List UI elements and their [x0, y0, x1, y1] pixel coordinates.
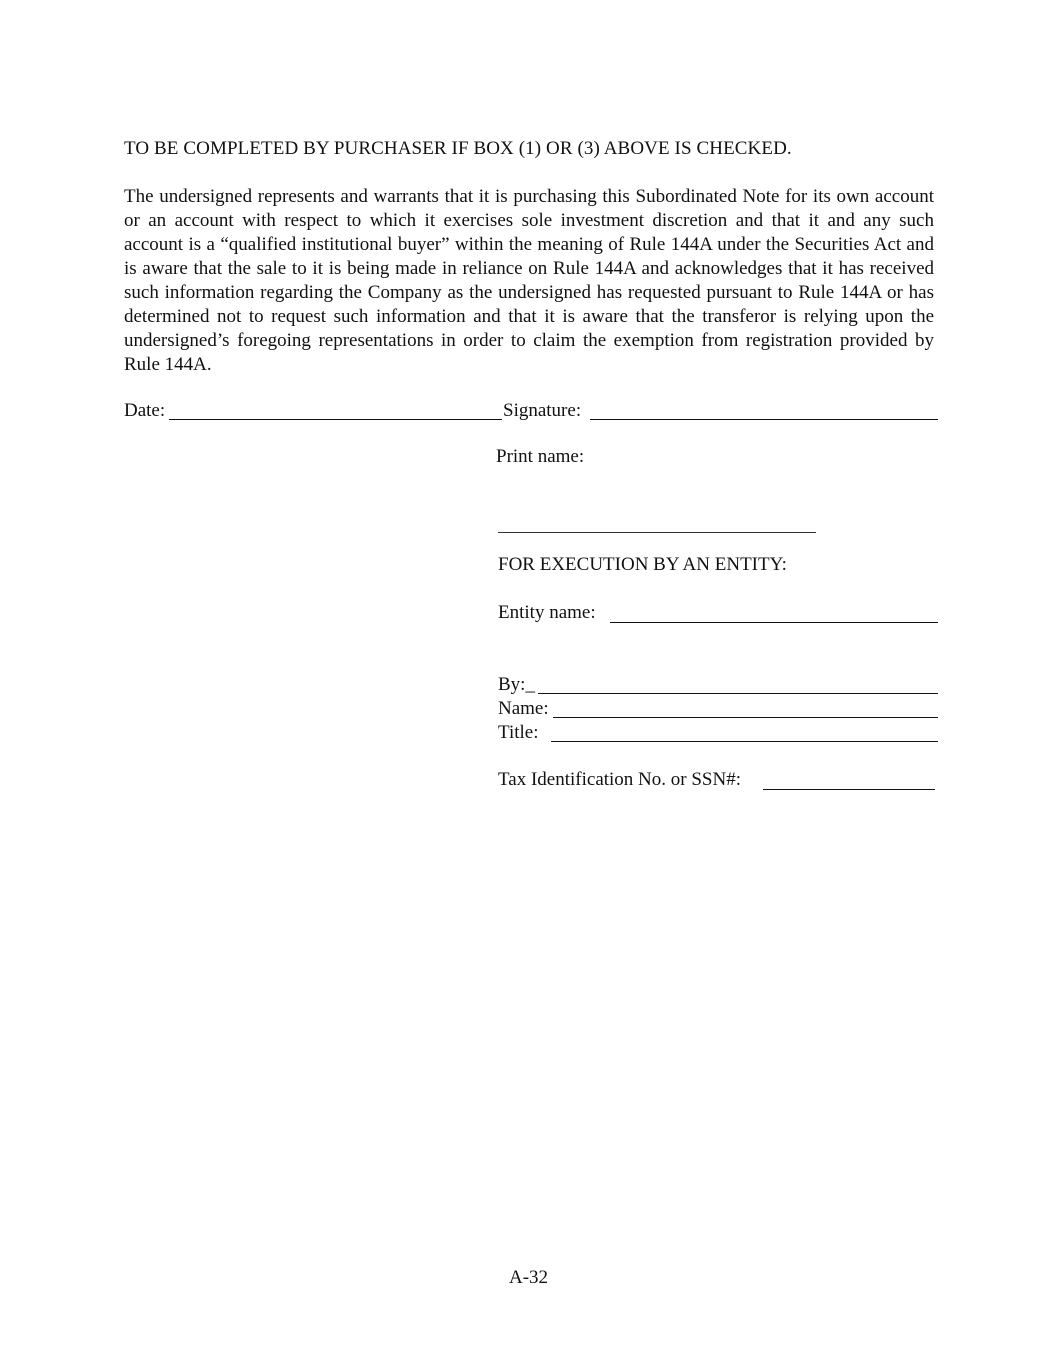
print-name-label: Print name: — [496, 446, 585, 467]
by-label: By:_ — [498, 674, 535, 695]
name-field-line[interactable] — [553, 717, 938, 718]
tax-id-label: Tax Identification No. or SSN#: — [498, 769, 741, 790]
page-number: A-32 — [508, 1267, 549, 1288]
entity-name-field-line[interactable] — [610, 622, 938, 623]
date-field-line[interactable] — [169, 419, 502, 420]
title-field-line[interactable] — [551, 741, 938, 742]
print-name-field-line[interactable] — [498, 532, 816, 533]
representation-paragraph: The undersigned represents and warrants that it is purchasing this Subordinated Note for its own account or an account with respect to which it exercises sole investment discretion and that it and any such account is a “qualified institutional buyer” within the meaning of Rule 144A under the Securities Act and is aware that the sale to it is being made in reliance on Rule 144A and acknowledges that it has received such information regarding the Company as the undersigned has requested pursuant to Rule 144A or has determined not to request such information and that it is aware that the transferor is relying upon the undersigned’s foregoing representations in order to claim the exemption from registration provided by Rule 144A. — [124, 186, 934, 375]
by-field-line[interactable] — [538, 693, 938, 694]
name-label: Name: — [498, 698, 549, 719]
section-heading: TO BE COMPLETED BY PURCHASER IF BOX (1) OR (3) ABOVE IS CHECKED. — [124, 138, 792, 159]
signature-label: Signature: — [503, 400, 582, 421]
entity-heading: FOR EXECUTION BY AN ENTITY: — [498, 554, 787, 575]
date-label: Date: — [124, 400, 166, 421]
title-label: Title: — [498, 722, 539, 743]
entity-name-label: Entity name: — [498, 602, 596, 623]
signature-field-line[interactable] — [590, 419, 938, 420]
tax-id-field-line[interactable] — [763, 789, 935, 790]
